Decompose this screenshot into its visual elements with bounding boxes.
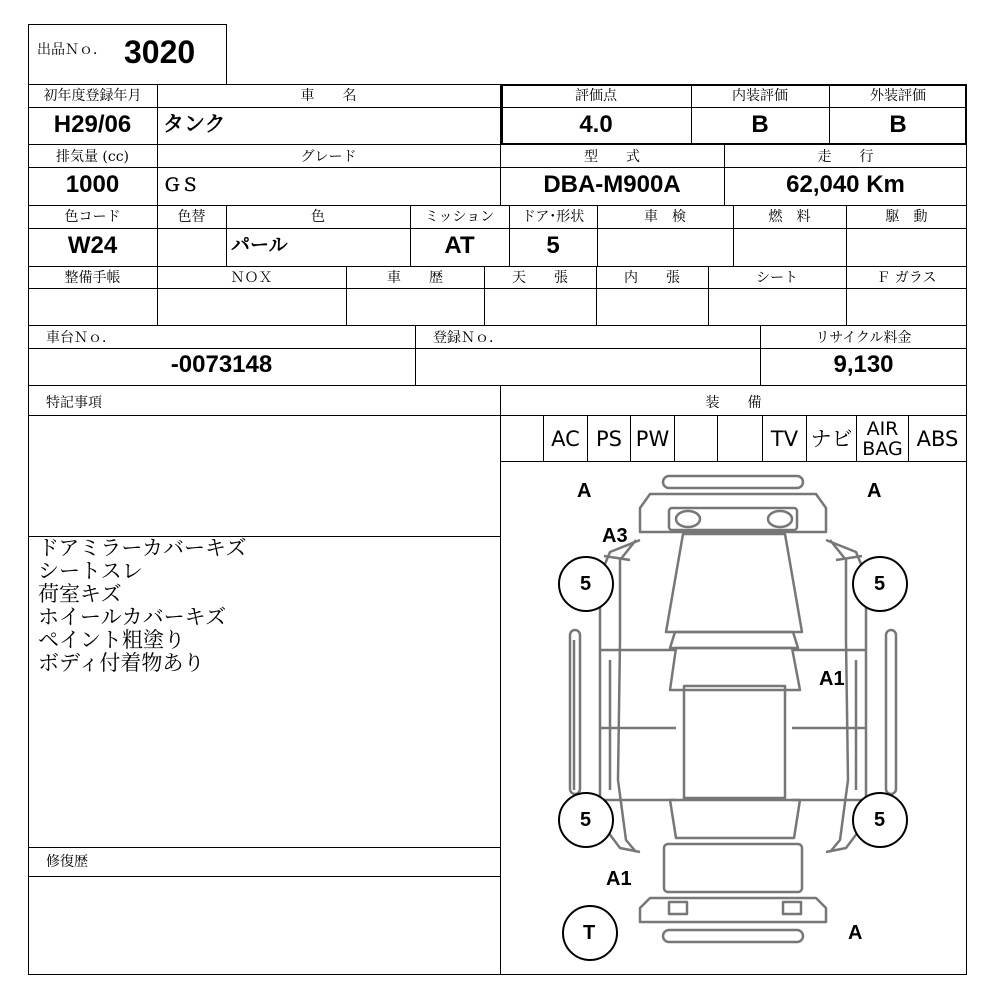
exterior-score-value: B <box>889 111 907 138</box>
mark-tire-rear-right: 5 <box>874 809 886 831</box>
interior-score-value: B <box>751 111 769 138</box>
score-label: 評価点 <box>575 88 617 104</box>
registration-label: 登録Ｎｏ． <box>433 330 503 346</box>
label-line <box>28 288 967 289</box>
model-value: DBA-M900A <box>543 171 681 198</box>
interior-trim-label: 内 張 <box>624 270 680 286</box>
lot-number-label: 出品Ｎｏ． <box>37 42 107 58</box>
lot-number: 3020 <box>124 34 196 70</box>
nox-label: ＮＯＸ <box>230 270 273 286</box>
grade-value: ＧＳ <box>163 175 199 195</box>
equipment-abs: ABS <box>916 427 959 451</box>
repair-history-label: 修復歴 <box>46 854 88 870</box>
color-code-label: 色コード <box>64 209 121 225</box>
door-value: 5 <box>546 232 560 259</box>
chassis-value: -0073148 <box>170 351 273 378</box>
row-line <box>28 325 967 326</box>
mark-rear-left: A1 <box>606 868 632 890</box>
car-diagram <box>501 462 966 974</box>
remark-line: ドアミラーカバーキズ <box>38 536 247 560</box>
equipment-ac: AC <box>551 427 580 451</box>
repair-divider-top <box>28 847 501 848</box>
mileage-label: 走 行 <box>817 149 874 165</box>
mark-tire-front-right: 5 <box>874 573 886 595</box>
mission-label: ミッション <box>424 209 495 225</box>
repaint-label: 色替 <box>177 209 206 225</box>
mark-front-left: A <box>577 480 592 502</box>
seat-label: シート <box>756 270 798 286</box>
equipment-item <box>718 418 762 460</box>
equipment-ps: PS <box>596 427 622 451</box>
equipment-navi: ナビ <box>810 427 853 451</box>
mark-hood: A3 <box>602 525 628 547</box>
fuel-label: 燃 料 <box>768 209 811 225</box>
name-label: 車 名 <box>300 88 357 104</box>
remark-line: ペイント粗塗り <box>38 628 185 652</box>
color-label: 色 <box>311 209 325 225</box>
repair-divider <box>28 876 501 877</box>
remarks-label: 特記事項 <box>46 395 102 411</box>
remark-line: ホイールカバーキズ <box>38 605 227 629</box>
door-label: ドア･形状 <box>521 209 585 225</box>
interior-score-label: 内装評価 <box>732 88 788 104</box>
maintenance-label: 整備手帳 <box>64 270 121 286</box>
equipment-pw: PW <box>635 427 670 451</box>
remarks-notes <box>38 537 247 675</box>
color-code-value: W24 <box>67 232 118 259</box>
mission-value: AT <box>444 232 475 259</box>
equipment-item <box>500 418 543 460</box>
mark-rear-right: A <box>848 922 863 944</box>
mark-spare-tire: T <box>583 922 596 944</box>
score-value: 4.0 <box>579 111 613 138</box>
equipment-label: 装 備 <box>705 395 762 411</box>
chassis-label: 車台Ｎｏ． <box>46 330 116 346</box>
displacement-value: 1000 <box>65 171 120 198</box>
color-value: パール <box>231 235 288 256</box>
mileage-value: 62,040 Km <box>786 171 905 198</box>
equipment-tv: TV <box>770 427 799 451</box>
exterior-score-label: 外装評価 <box>870 88 926 104</box>
model-label: 型 式 <box>584 149 640 165</box>
mark-tire-rear-left: 5 <box>580 809 592 831</box>
mark-side-right: A1 <box>819 668 845 690</box>
col-line <box>415 325 416 385</box>
equipment-airbag: AIR BAG <box>862 418 903 460</box>
ceiling-label: 天 張 <box>512 270 568 286</box>
remark-line: 荷室キズ <box>38 582 122 606</box>
row-line <box>28 415 967 416</box>
remark-line: シートスレ <box>38 559 143 583</box>
mark-front-right: A <box>867 480 882 502</box>
remark-line: ボディ付着物あり <box>38 651 205 675</box>
grade-label: グレード <box>300 149 357 165</box>
year-label: 初年度登録年月 <box>43 88 142 104</box>
row-line <box>28 385 967 386</box>
glass-label: Ｆ ガラス <box>876 270 937 286</box>
mark-tire-front-left: 5 <box>580 573 592 595</box>
car-name-value: タンク <box>163 113 226 136</box>
recycle-label: リサイクル料金 <box>815 330 912 346</box>
recycle-value: 9,130 <box>833 351 894 378</box>
row-line <box>28 266 967 267</box>
displacement-label: 排気量 (cc) <box>55 149 130 165</box>
equipment-item <box>675 418 717 460</box>
year-value: H29/06 <box>53 111 132 138</box>
row-line <box>28 205 967 206</box>
drive-label: 駆 動 <box>885 209 928 225</box>
history-label: 車 歴 <box>387 270 443 286</box>
inspection-label: 車 検 <box>644 209 686 225</box>
